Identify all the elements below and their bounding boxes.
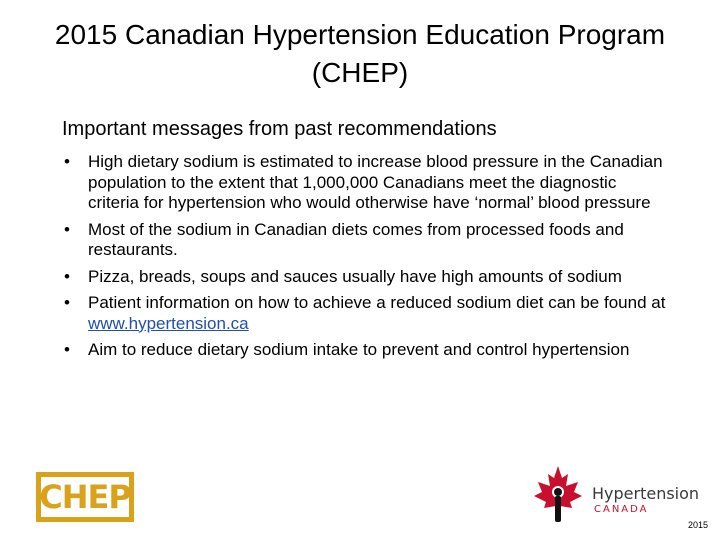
bullet-item [60,220,670,261]
bullet-item [60,340,670,361]
hypertension-canada-logo [530,458,700,524]
bullet-text: High dietary sodium is estimated to increase blood pressure in the Canadian population to the extent that 1,000,000 Canadians meet the diagnostic criteria for hypertension who would otherwise have ‘normal’ blood pressure [88,152,663,212]
chep-logo-text: CHEP [39,478,131,516]
title-line-2: (CHEP) [311,57,409,88]
chep-logo [36,472,134,522]
bullet-marker: • [64,152,70,171]
bullet-marker: • [64,293,70,312]
bullet-marker: • [64,219,70,239]
hypertension-website-link[interactable]: www.hypertension.ca [88,313,249,333]
bullet-text: Aim to reduce dietary sodium intake to prevent and control hypertension [88,340,630,359]
hypertension-logo-sub: CANADA [594,504,649,515]
maple-leaf-icon [530,458,586,524]
bullet-item [60,293,670,334]
bullet-item [60,152,670,214]
bullet-text: Patient information on how to achieve a reduced sodium diet can be found at [88,293,666,312]
bullet-marker: • [64,266,70,286]
bullet-text: Pizza, breads, soups and sauces usually have high amounts of sodium [88,266,622,286]
hypertension-logo-word: Hypertension [592,484,700,503]
slide-year: 2015 [688,520,709,530]
bullet-list [60,152,670,367]
bullet-item [60,267,670,288]
bullet-marker: • [64,340,70,359]
title-line-1: 2015 Canadian Hypertension Education Program [54,19,666,50]
bullet-text: Most of the sodium in Canadian diets comes from processed foods and restaurants. [88,219,624,259]
slide-subtitle: Important messages from past recommendations [62,118,497,140]
slide-title [20,16,700,92]
